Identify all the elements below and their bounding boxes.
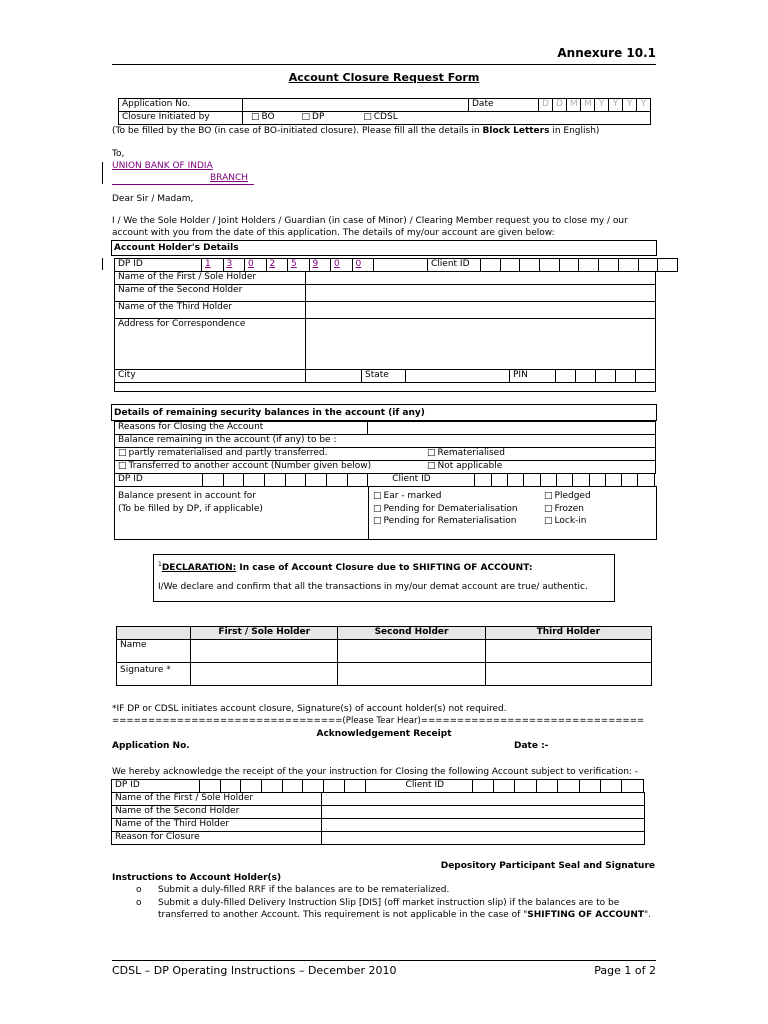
application-no-field[interactable] (243, 99, 469, 112)
ack-client-box[interactable] (494, 780, 515, 793)
footer-left: CDSL – DP Operating Instructions – December 2010 (112, 964, 397, 977)
instruction-1: Submit a duly-filled RRF if the balances are to be rematerialized. (158, 885, 450, 895)
dp-id-digit[interactable]: 0 (331, 259, 353, 272)
transfer-client-box[interactable] (573, 474, 589, 487)
ack-client-box[interactable] (601, 780, 622, 793)
ack-client-box[interactable] (579, 780, 600, 793)
ack-client-box[interactable] (558, 780, 579, 793)
pin-box[interactable] (576, 370, 596, 383)
first-holder-field[interactable] (306, 272, 656, 285)
second-signature-field[interactable] (338, 663, 485, 686)
transfer-client-box[interactable] (524, 474, 540, 487)
application-table (118, 98, 651, 125)
margin-mark (102, 162, 103, 184)
lock-in-checkbox[interactable] (544, 516, 555, 526)
pin-box[interactable] (596, 370, 616, 383)
dp-id-label: DP ID (115, 259, 202, 272)
date-box[interactable]: Y (623, 99, 637, 112)
form-title: Account Closure Request Form (288, 71, 480, 84)
ack-client-box[interactable] (622, 780, 644, 793)
request-paragraph-2: account with you from the date of this application. The details of my/our account are given below: (112, 228, 555, 238)
transfer-client-box[interactable] (638, 474, 655, 487)
dp-checkbox[interactable] (302, 112, 313, 122)
ear-marked-checkbox[interactable] (373, 491, 384, 501)
instruction-2b: transferred to another Account. This requirement is not applicable in the case of "SHIFTING OF ACCOUNT". (158, 910, 652, 920)
declaration-text: I/We declare and confirm that all the transactions in my/our demat account are true/ authentic. (158, 582, 588, 592)
ack-client-box[interactable] (536, 780, 557, 793)
state-label: State (362, 370, 406, 383)
ack-reason-field[interactable] (322, 832, 645, 845)
acknowledgement-title: Acknowledgement Receipt (316, 729, 452, 739)
transferred-checkbox[interactable] (118, 461, 129, 471)
client-id-box[interactable] (618, 259, 638, 272)
footer-rule (112, 960, 656, 961)
tear-line: ================================(Please Tear Hear)=============================== (112, 716, 645, 726)
closure-initiated-options: □ BO □ DP □ CDSL (243, 112, 651, 125)
client-id-box[interactable] (540, 259, 560, 272)
dp-id-digit[interactable]: 3 (223, 259, 245, 272)
transfer-dp-box[interactable] (306, 474, 327, 487)
transfer-dp-box[interactable] (244, 474, 265, 487)
blank-header (117, 627, 191, 640)
date-box[interactable]: M (567, 99, 581, 112)
declaration-box (153, 554, 615, 602)
third-name-field[interactable] (485, 640, 651, 663)
ack-second-holder-field[interactable] (322, 806, 645, 819)
filling-note: (To be filled by the BO (in case of BO-initiated closure). Please fill all the details in Block Letters in English) (112, 126, 600, 136)
state-field[interactable] (406, 370, 510, 383)
pending-demat-checkbox[interactable] (373, 504, 384, 514)
transfer-dp-box[interactable] (203, 474, 224, 487)
ack-third-holder-label: Name of the Third Holder (112, 819, 322, 832)
client-id-box[interactable] (481, 259, 501, 272)
dp-id-digit[interactable]: 0 (352, 259, 374, 272)
city-label: City (115, 370, 306, 383)
pin-box[interactable] (616, 370, 636, 383)
signature-row-label: Signature * (117, 663, 191, 686)
reasons-field[interactable] (368, 422, 656, 435)
pin-box[interactable] (556, 370, 576, 383)
balance-present-label: Balance present in account for (118, 491, 256, 501)
margin-mark (102, 258, 103, 270)
signature-table (116, 626, 652, 686)
city-field[interactable] (306, 370, 362, 383)
partly-checkbox[interactable] (118, 448, 129, 458)
client-id-label: Client ID (428, 259, 481, 272)
holder-names-table (114, 271, 656, 392)
third-holder-label: Name of the Third Holder (115, 302, 306, 319)
first-holder-label: Name of the First / Sole Holder (115, 272, 306, 285)
second-holder-col: Second Holder (338, 627, 485, 640)
bank-name: UNION BANK OF INDIA (112, 161, 213, 171)
application-no-label: Application No. (119, 99, 243, 112)
third-holder-field[interactable] (306, 302, 656, 319)
second-name-field[interactable] (338, 640, 485, 663)
address-field[interactable] (306, 319, 656, 370)
annexure-label: Annexure 10.1 (557, 46, 656, 60)
instruction-2a: Submit a duly-filled Delivery Instruction Slip [DIS] (off market instruction slip) if the balances are to be (158, 898, 620, 908)
client-id-box[interactable] (658, 259, 678, 272)
date-box[interactable]: D (553, 99, 567, 112)
transfer-client-box[interactable] (556, 474, 572, 487)
dp-id-digit[interactable]: 9 (309, 259, 331, 272)
first-holder-col: First / Sole Holder (191, 627, 338, 640)
instructions-heading: Instructions to Account Holder(s) (112, 873, 282, 883)
ack-dp-box[interactable] (262, 780, 283, 793)
request-paragraph-1: I / We the Sole Holder / Joint Holders / Guardian (in case of Minor) / Clearing Member request you to close my / our (112, 216, 628, 226)
ack-dp-id-label: DP ID (112, 780, 200, 793)
transfer-client-box[interactable] (507, 474, 523, 487)
client-id-box[interactable] (559, 259, 579, 272)
client-id-box[interactable] (638, 259, 658, 272)
transfer-dp-box[interactable] (347, 474, 368, 487)
frozen-checkbox[interactable] (544, 504, 555, 514)
dp-seal-label: Depository Participant Seal and Signature (440, 861, 655, 871)
date-box[interactable]: Y (595, 99, 609, 112)
dp-id-digit[interactable]: 5 (288, 259, 310, 272)
transfer-client-id-label: Client ID (368, 474, 475, 487)
ack-details-table (111, 792, 645, 845)
transfer-dp-box[interactable] (265, 474, 286, 487)
declaration-heading: $^1$DECLARATION: In case of Account Closure due to SHIFTING OF ACCOUNT: (158, 561, 533, 573)
dp-id-digit[interactable]: 1 (202, 259, 224, 272)
account-holder-heading: Account Holder's Details (111, 240, 657, 256)
ack-text: We hereby acknowledge the receipt of the your instruction for Closing the following Account subject to verification: - (112, 767, 639, 777)
balance-option-row: □ partly rematerialised and partly transferred. □ Rematerialised (115, 448, 656, 461)
ack-dp-box[interactable] (282, 780, 303, 793)
ack-client-box[interactable] (472, 780, 493, 793)
balance-remaining-label: Balance remaining in the account (if any) to be : (115, 435, 656, 448)
ack-dp-box[interactable] (220, 780, 241, 793)
third-holder-col: Third Holder (485, 627, 651, 640)
first-name-field[interactable] (191, 640, 338, 663)
date-box[interactable]: D (539, 99, 553, 112)
footer-page-number: Page 1 of 2 (594, 964, 656, 977)
second-holder-label: Name of the Second Holder (115, 285, 306, 302)
pin-box[interactable] (636, 370, 656, 383)
balance-present-box: Balance present in account for (To be filled by DP, if applicable) □ Ear - marked □ Pending for Dematerialisation □ Pending for Rematerialisation □ Pledged □ Frozen □ Lock-in (114, 486, 657, 540)
transfer-dp-id-label: DP ID (115, 474, 203, 487)
account-holder-table (114, 258, 678, 272)
ack-date: Date :- (514, 741, 549, 751)
ack-client-box[interactable] (515, 780, 536, 793)
balance-option-row: □ Transferred to another account (Number given below) □ Not applicable (115, 461, 656, 474)
date-box[interactable]: M (581, 99, 595, 112)
ack-dp-box[interactable] (324, 780, 345, 793)
client-id-box[interactable] (520, 259, 540, 272)
ack-application-no: Application No. (112, 741, 190, 751)
ack-dp-row (111, 779, 644, 793)
balance-present-note: (To be filled by DP, if applicable) (118, 504, 263, 514)
client-id-box[interactable] (599, 259, 619, 272)
closure-initiated-label: Closure Initiated by (119, 112, 243, 125)
ack-third-holder-field[interactable] (322, 819, 645, 832)
dp-id-digit[interactable]: 2 (266, 259, 288, 272)
ack-first-holder-field[interactable] (322, 793, 645, 806)
client-id-box[interactable] (500, 259, 520, 272)
transfer-client-box[interactable] (605, 474, 621, 487)
reasons-label: Reasons for Closing the Account (115, 422, 368, 435)
transfer-dp-box[interactable] (285, 474, 306, 487)
name-row-label: Name (117, 640, 191, 663)
date-box[interactable]: Y (637, 99, 651, 112)
ack-reason-label: Reason for Closure (112, 832, 322, 845)
date-box[interactable]: Y (609, 99, 623, 112)
pending-remat-checkbox[interactable] (373, 516, 384, 526)
ack-dp-box[interactable] (344, 780, 365, 793)
pin-label: PIN (510, 370, 556, 383)
date-label: Date (469, 99, 539, 112)
second-holder-field[interactable] (306, 285, 656, 302)
salutation: Dear Sir / Madam, (112, 194, 194, 204)
ack-dp-box[interactable] (241, 780, 262, 793)
address-label: Address for Correspondence (115, 319, 306, 370)
spacer-cell (374, 259, 428, 272)
bo-checkbox[interactable] (251, 112, 262, 122)
instruction-bullet: o (136, 898, 142, 908)
transfer-client-box[interactable] (475, 474, 491, 487)
first-signature-field[interactable] (191, 663, 338, 686)
ack-dp-box[interactable] (199, 780, 220, 793)
transfer-client-box[interactable] (540, 474, 556, 487)
instruction-bullet: o (136, 885, 142, 895)
header-rule (112, 64, 656, 65)
signature-footnote: *IF DP or CDSL initiates account closure, Signature(s) of account holder(s) not required. (112, 704, 507, 714)
ack-first-holder-label: Name of the First / Sole Holder (112, 793, 322, 806)
transfer-dp-box[interactable] (326, 474, 347, 487)
not-applicable-checkbox[interactable] (427, 461, 438, 471)
dp-id-digit[interactable]: 0 (245, 259, 267, 272)
cdsl-checkbox[interactable] (363, 112, 374, 122)
third-signature-field[interactable] (485, 663, 651, 686)
branch-underline (112, 184, 254, 185)
transfer-client-box[interactable] (491, 474, 507, 487)
client-id-box[interactable] (579, 259, 599, 272)
pledged-checkbox[interactable] (544, 491, 555, 501)
balances-table (114, 421, 656, 474)
rematerialised-checkbox[interactable] (427, 448, 438, 458)
branch-name: BRANCH (210, 173, 249, 183)
transfer-dp-box[interactable] (223, 474, 244, 487)
blank-row (115, 383, 656, 392)
transfer-client-box[interactable] (622, 474, 638, 487)
to-line: To, (112, 149, 125, 159)
balances-heading: Details of remaining security balances in the account (if any) (111, 404, 657, 421)
ack-dp-box[interactable] (303, 780, 324, 793)
balances-dp-row (114, 473, 655, 487)
ack-second-holder-label: Name of the Second Holder (112, 806, 322, 819)
transfer-client-box[interactable] (589, 474, 605, 487)
ack-client-id-label: Client ID (365, 780, 472, 793)
